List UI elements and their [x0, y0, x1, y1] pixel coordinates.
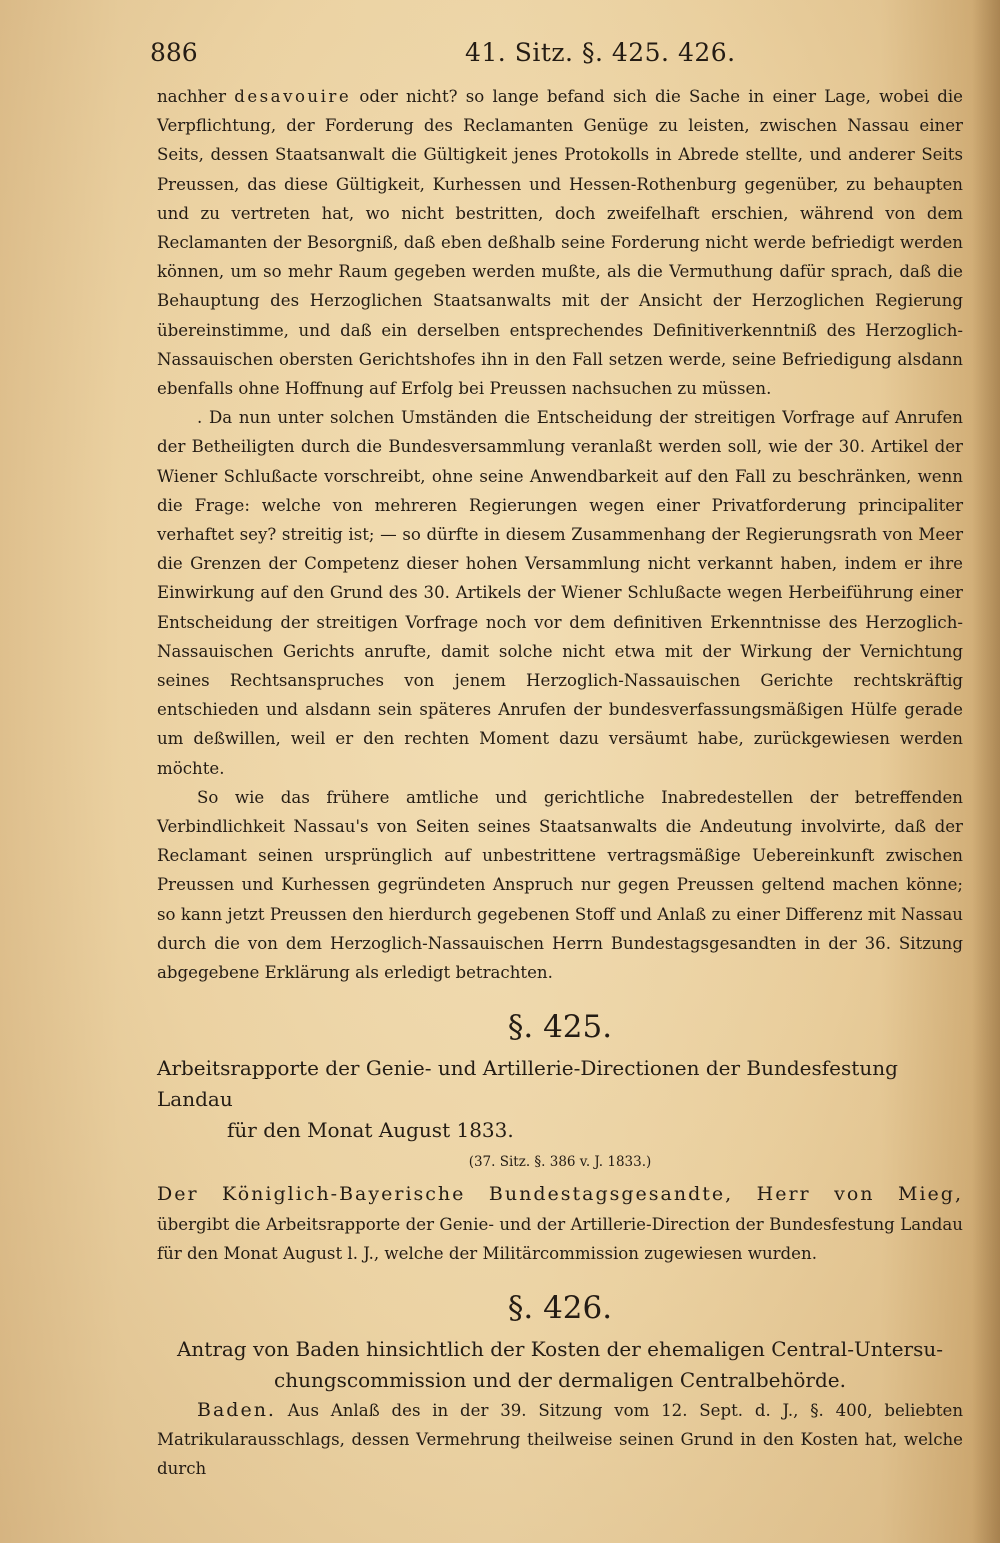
section-425-title-line1: Arbeitsrapporte der Genie- und Artillerie-Directionen der Bundesfestung Landau — [157, 1056, 898, 1112]
section-425-title-line2: für den Monat August 1833. — [227, 1118, 514, 1143]
paragraph-1 — [157, 82, 963, 403]
paragraph-3: So wie das frühere amtliche und gerichtliche Inabredestellen der betreffenden Verbindlichkeit Nassau's von Seiten seines Staatsanwalts die Andeutung involvirte, daß der Reclamant seinen ursprünglich auf unbestrittene vertragsmäßige Uebereinkunft zwischen Preussen und Kurhessen gegründeten Anspruch nur gegen Preussen geltend machen könne; so kann jetzt Preussen den hierdurch gegebenen Stoff und Anlaß zu einer Differenz mit Nassau durch die von dem Herzoglich-Nassauischen Herrn Bundestagsgesandten in der 36. Sitzung abgegebene Erklärung als erledigt betrachten. — [157, 787, 963, 983]
spaced-word-desavouire: desavouire — [234, 87, 352, 106]
section-426-lead: Baden. — [197, 1398, 276, 1421]
section-425 — [157, 1009, 963, 1268]
running-head: 41. Sitz. §. 425. 426. — [465, 38, 736, 67]
section-426-number: §. 426. — [507, 1289, 613, 1326]
page-number: 886 — [150, 38, 198, 67]
section-426-body: Aus Anlaß des in der 39. Sitzung vom 12. Sept. d. J., §. 400, beliebten Matrikularausschlags, dessen Vermehrung theilweise seinen Grund in den Kosten hat, welche durch — [157, 1400, 964, 1479]
section-425-title — [157, 1053, 963, 1146]
section-425-body: übergibt die Arbeitsrapporte der Genie- und der Artillerie-Direction der Bundesfestung Landau für den Monat August l. J., welche der Militärcommission zugewiesen wurden. — [157, 1214, 963, 1263]
paragraph-2: . Da nun unter solchen Umständen die Entscheidung der streitigen Vorfrage auf Anrufen der Betheiligten durch die Bundesversammlung veranlaßt werden soll, wie der 30. Artikel der Wiener Schlußacte vorschreibt, ohne seine Anwendbarkeit auf den Fall zu beschränken, wenn die Frage: welche von mehreren Regierungen wegen einer Privatforderung principaliter verhaftet sey? streitig ist; — so dürfte in diesem Zusammenhang der Regierungsrath von Meer die Grenzen der Competenz dieser hohen Versammlung nicht verkannt haben, indem er ihre Einwirkung auf den Grund des 30. Artikels der Wiener Schlußacte wegen Herbeiführung einer Entscheidung der streitigen Vorfrage noch vor dem definitiven Erkenntnisse des Herzoglich-Nassauischen Gerichts anrufte, damit solche nicht etwa mit der Wirkung der Vernichtung seines Rechtsanspruches von jenem Herzoglich-Nassauischen Gerichte rechtskräftig entschieden und alsdann sein späteres Anrufen der bundesverfassungsmäßigen Hülfe gerade um deßwillen, weil er den rechten Moment dazu versäumt habe, zurückgewiesen werden möchte. — [157, 408, 963, 778]
section-426-title-line2: chungscommission und der dermaligen Centralbehörde. — [274, 1367, 846, 1392]
paragraph-1-start: nachher — [157, 87, 235, 106]
section-425-lead: Der Königlich-Bayerische Bundestagsgesandte, Herr von Mieg, — [157, 1183, 963, 1206]
section-425-number: §. 425. — [507, 1009, 613, 1046]
section-425-text — [157, 1180, 963, 1268]
section-425-reference: (37. Sitz. §. 386 v. J. 1833.) — [468, 1154, 652, 1171]
section-426-title — [157, 1334, 963, 1396]
section-426-title-line1: Antrag von Baden hinsichtlich der Kosten der ehemaligen Central-Untersu- — [176, 1336, 944, 1361]
section-426 — [157, 1290, 963, 1484]
page-header — [150, 38, 962, 72]
paragraph-1-rest: oder nicht? so lange befand sich die Sache in einer Lage, wobei die Verpflichtung, der Forderung des Reclamanten Genüge zu leisten, zwischen Nassau einer Seits, dessen Staatsanwalt die Gültigkeit jenes Protokolls in Abrede stellte, und anderer Seits Preussen, das diese Gültigkeit, Kurhessen und Hessen-Rothenburg gegenüber, zu behaupten und zu vertreten hat, wo nicht bestritten, doch zweifelhaft erschien, während von dem Reclamanten der Besorgniß, daß eben deßhalb seine Forderung nicht werde befriedigt werden können, um so mehr Raum gegeben werden mußte, als die Vermuthung dafür sprach, daß die Behauptung des Herzoglichen Staatsanwalts mit der Ansicht der Herzoglichen Regierung übereinstimme, und daß ein derselben entsprechendes Definitiverkenntniß des Herzoglich-Nassauischen obersten Gerichtshofes ihn in den Fall setzen werde, seine Befriedigung alsdann ebenfalls ohne Hoffnung auf Erfolg bei Preussen nachsuchen zu müssen. — [157, 87, 963, 399]
section-426-text — [157, 1396, 963, 1484]
body-text — [157, 82, 963, 1484]
